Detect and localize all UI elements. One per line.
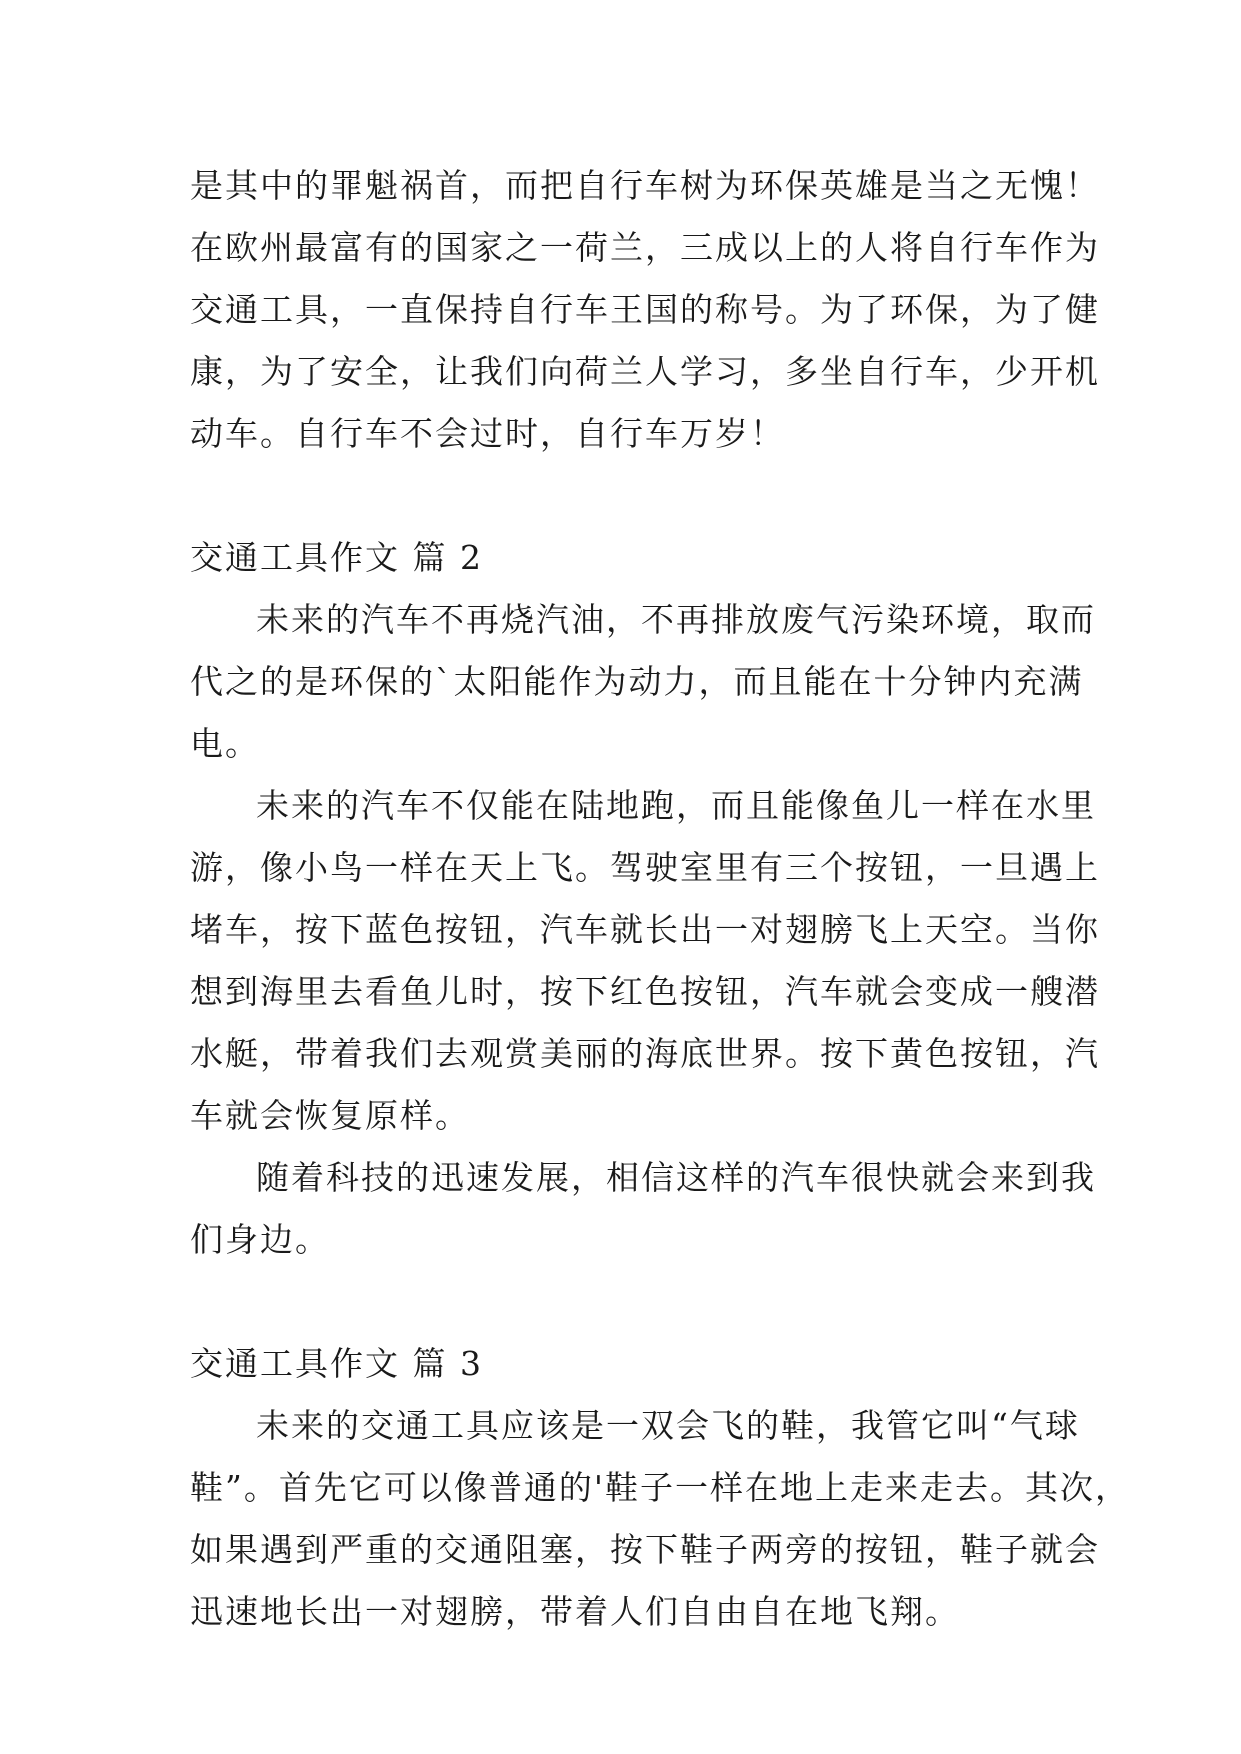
text-line: 想到海里去看鱼儿时，按下红色按钮，汽车就会变成一艘潜	[190, 972, 1100, 1011]
text-line: 是其中的罪魁祸首，而把自行车树为环保英雄是当之无愧！	[190, 166, 1100, 205]
text-line: 如果遇到严重的交通阻塞，按下鞋子两旁的按钮，鞋子就会	[190, 1530, 1100, 1569]
text-line: 车就会恢复原样。	[190, 1096, 470, 1135]
intro-paragraph	[190, 155, 1100, 465]
text-line: 未来的交通工具应该是一双会飞的鞋，我管它叫“气球	[256, 1406, 1080, 1445]
text-line: 动车。自行车不会过时，自行车万岁！	[190, 414, 785, 453]
section-2-paragraph-1	[190, 589, 1096, 775]
section-heading-2: 交通工具作文 篇 2	[190, 538, 483, 577]
text-line: 们身边。	[190, 1220, 330, 1259]
text-line: 随着科技的迅速发展，相信这样的汽车很快就会来到我	[256, 1158, 1096, 1197]
section-3-paragraph-1	[190, 1395, 1130, 1643]
text-line: 在欧州最富有的国家之一荷兰，三成以上的人将自行车作为	[190, 228, 1100, 267]
section-2-paragraph-3	[190, 1147, 1096, 1271]
text-line: 交通工具，一直保持自行车王国的称号。为了环保，为了健	[190, 290, 1100, 329]
text-line: 未来的汽车不仅能在陆地跑，而且能像鱼儿一样在水里	[256, 786, 1096, 825]
text-line: 康，为了安全，让我们向荷兰人学习，多坐自行车，少开机	[190, 352, 1100, 391]
document-body	[190, 155, 1130, 1643]
paragraph-gap	[190, 465, 1056, 527]
section-heading-3: 交通工具作文 篇 3	[190, 1344, 483, 1383]
text-line: 游，像小鸟一样在天上飞。驾驶室里有三个按钮，一旦遇上	[190, 848, 1100, 887]
text-line: 代之的是环保的`太阳能作为动力，而且能在十分钟内充满	[190, 662, 1084, 701]
paragraph-gap	[190, 1271, 1056, 1333]
text-line: 水艇，带着我们去观赏美丽的海底世界。按下黄色按钮，汽	[190, 1034, 1100, 1073]
text-line: 电。	[190, 724, 260, 763]
text-line: 鞋”。首先它可以像普通的'鞋子一样在地上走来走去。其次，	[190, 1468, 1130, 1507]
text-line: 堵车，按下蓝色按钮，汽车就长出一对翅膀飞上天空。当你	[190, 910, 1100, 949]
section-2-paragraph-2	[190, 775, 1100, 1147]
text-line: 迅速地长出一对翅膀，带着人们自由自在地飞翔。	[190, 1592, 960, 1631]
text-line: 未来的汽车不再烧汽油，不再排放废气污染环境，取而	[256, 600, 1096, 639]
